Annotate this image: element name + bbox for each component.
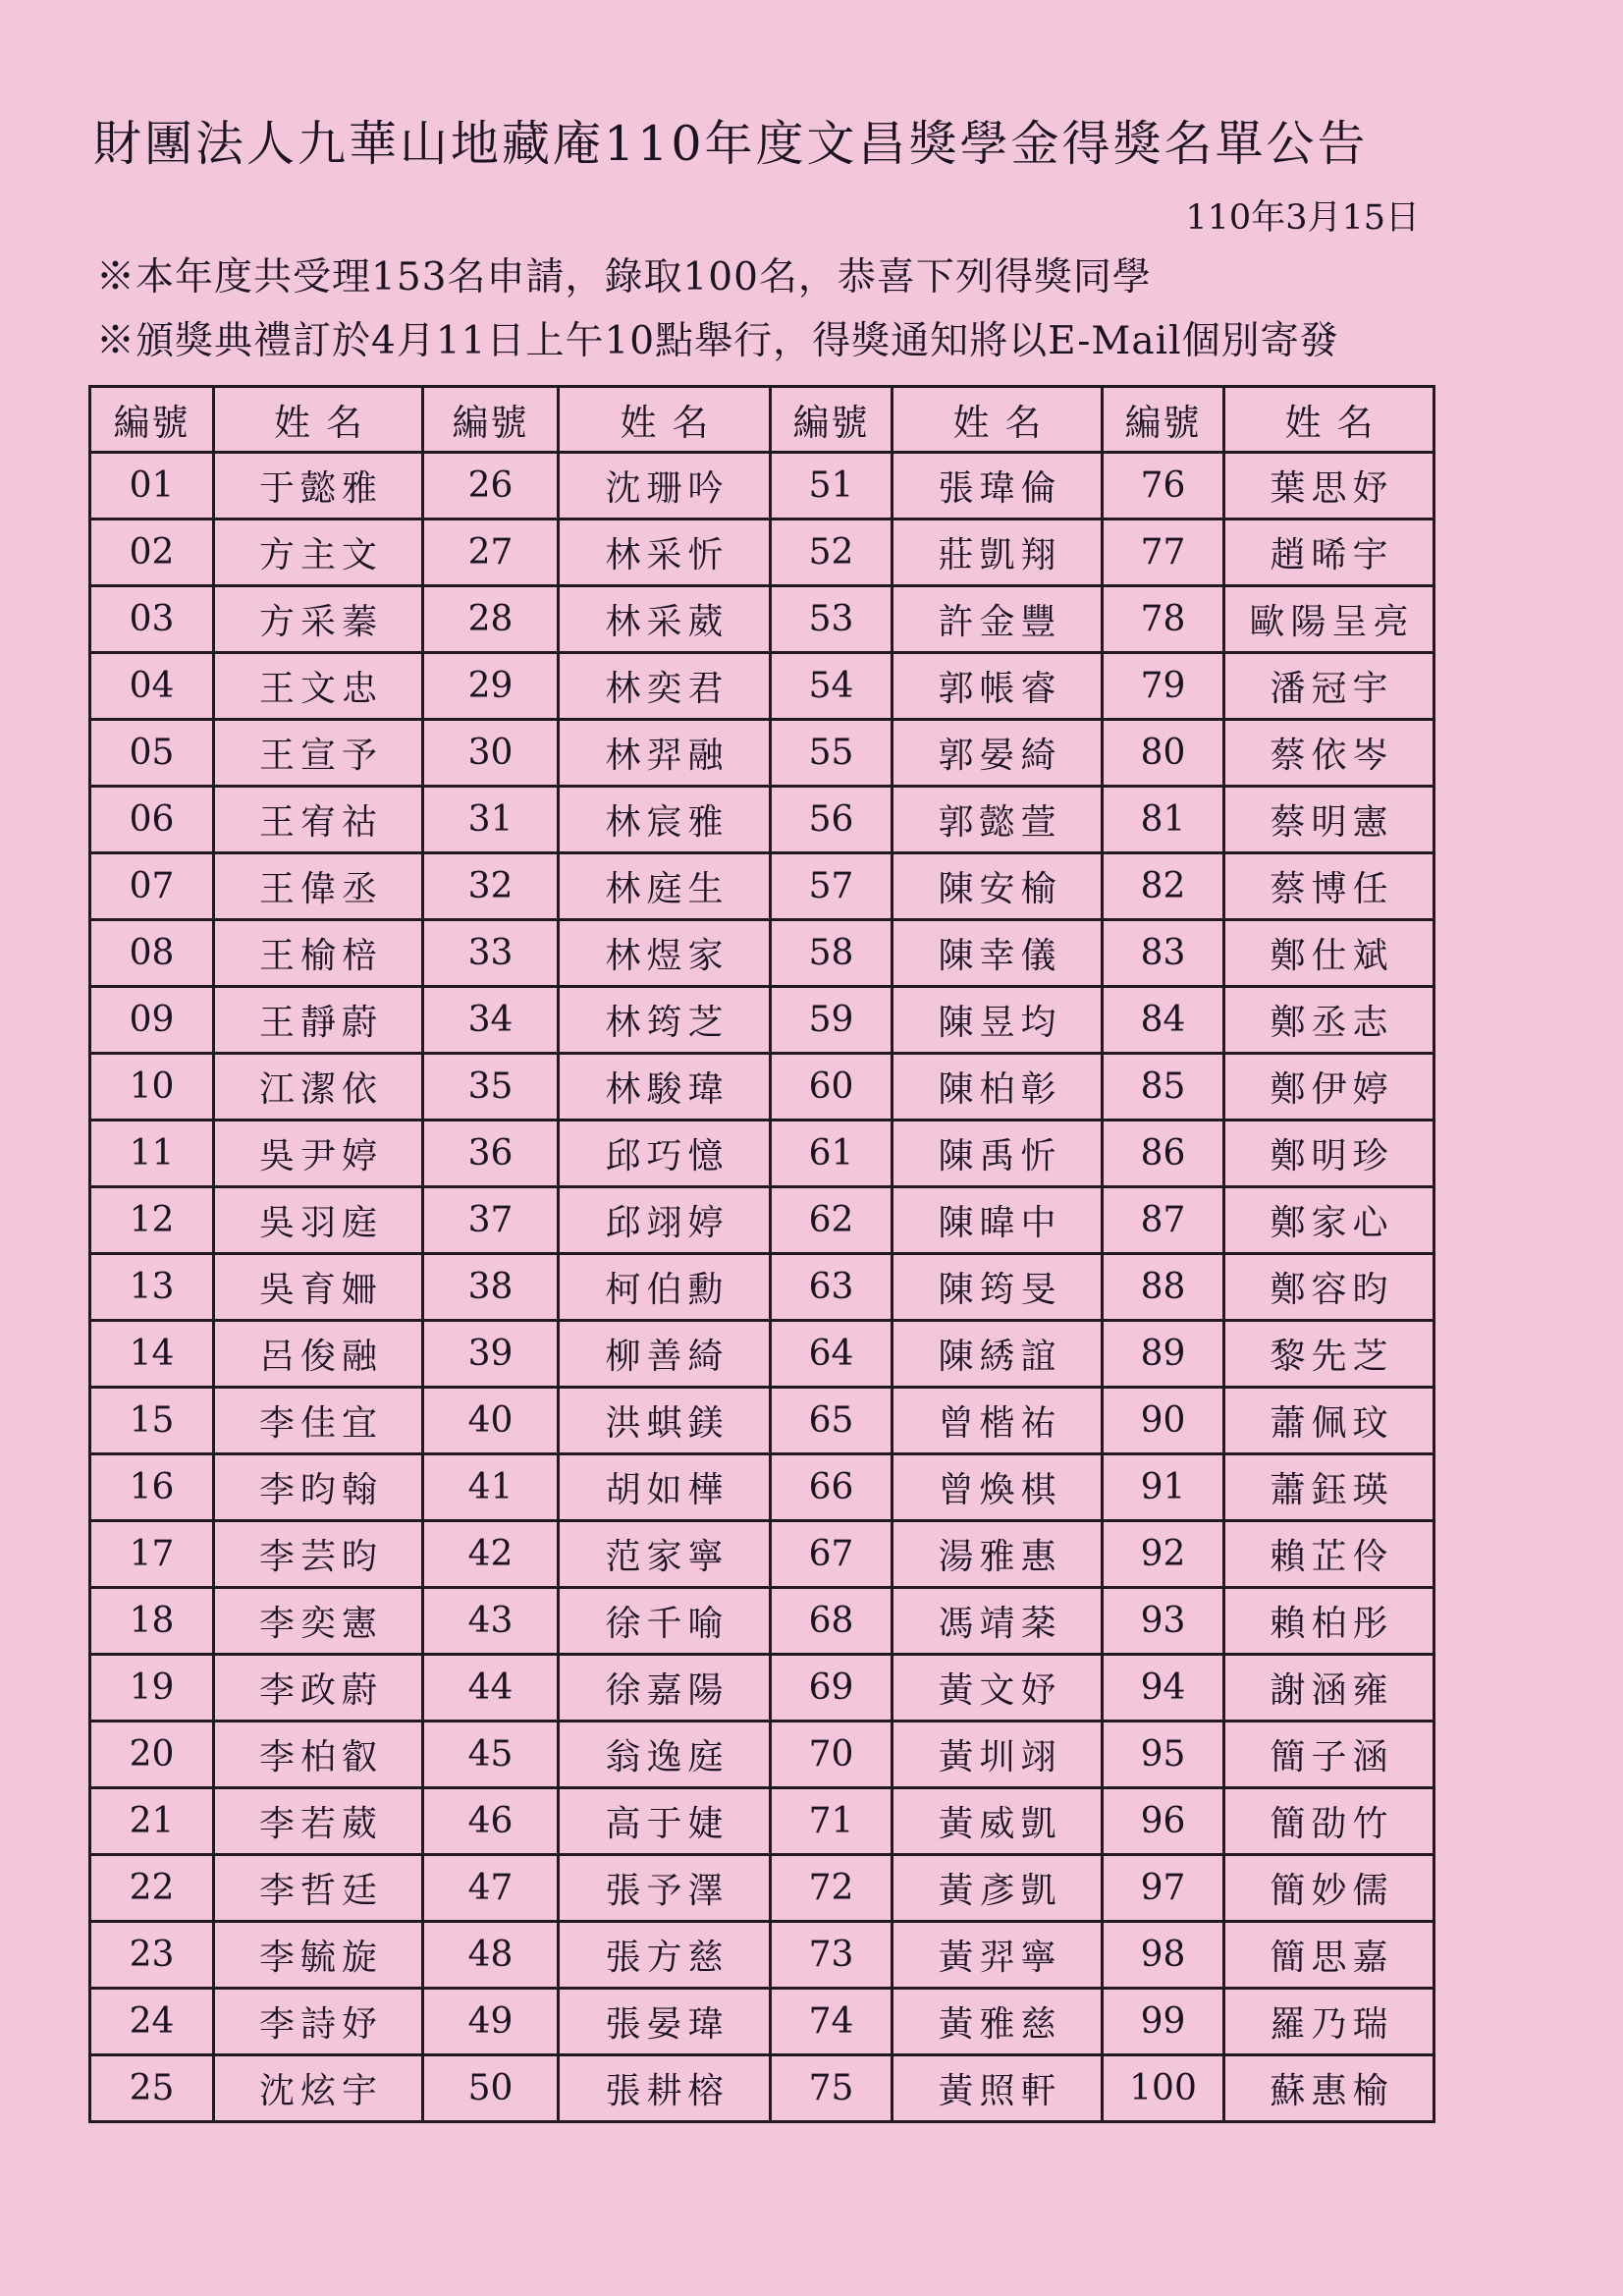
cell-name: 黎先芝: [1224, 1321, 1434, 1388]
cell-name: 簡思嘉: [1224, 1922, 1434, 1989]
cell-name: 陳昱均: [893, 987, 1103, 1054]
cell-number: 54: [771, 653, 893, 720]
cell-number: 88: [1103, 1254, 1224, 1321]
cell-name: 湯雅惠: [893, 1521, 1103, 1588]
table-row: [90, 1855, 1434, 1922]
cell-number: 31: [423, 787, 559, 853]
cell-number: 62: [771, 1187, 893, 1254]
cell-name: 蕭鈺瑛: [1224, 1454, 1434, 1521]
cell-number: 40: [423, 1388, 559, 1454]
cell-name: 郭晏綺: [893, 720, 1103, 787]
cell-name: 王偉丞: [214, 853, 423, 920]
table-row: [90, 1655, 1434, 1722]
cell-number: 61: [771, 1121, 893, 1187]
cell-number: 71: [771, 1788, 893, 1855]
cell-name: 張方慈: [559, 1922, 771, 1989]
cell-name: 李佳宜: [214, 1388, 423, 1454]
table-body: [90, 453, 1434, 2122]
cell-number: 25: [90, 2055, 214, 2122]
cell-number: 72: [771, 1855, 893, 1922]
cell-name: 鄭容昀: [1224, 1254, 1434, 1321]
cell-name: 郭帳睿: [893, 653, 1103, 720]
cell-name: 張晏瑋: [559, 1989, 771, 2055]
cell-number: 36: [423, 1121, 559, 1187]
cell-number: 21: [90, 1788, 214, 1855]
cell-name: 李毓旋: [214, 1922, 423, 1989]
cell-number: 13: [90, 1254, 214, 1321]
table-row: [90, 1121, 1434, 1187]
cell-name: 李若葳: [214, 1788, 423, 1855]
cell-number: 95: [1103, 1722, 1224, 1788]
note-applications: ※本年度共受理153名申請，錄取100名，恭喜下列得獎同學: [96, 255, 1152, 300]
cell-name: 李柏叡: [214, 1722, 423, 1788]
cell-number: 93: [1103, 1588, 1224, 1655]
cell-number: 09: [90, 987, 214, 1054]
cell-number: 03: [90, 586, 214, 653]
cell-number: 34: [423, 987, 559, 1054]
cell-name: 張耕榕: [559, 2055, 771, 2122]
cell-number: 38: [423, 1254, 559, 1321]
column-header-number: 編號: [423, 387, 559, 453]
cell-number: 85: [1103, 1054, 1224, 1121]
cell-number: 20: [90, 1722, 214, 1788]
cell-number: 86: [1103, 1121, 1224, 1187]
cell-number: 55: [771, 720, 893, 787]
cell-number: 68: [771, 1588, 893, 1655]
table-row: [90, 1788, 1434, 1855]
cell-number: 02: [90, 519, 214, 586]
cell-number: 05: [90, 720, 214, 787]
cell-name: 鄭仕斌: [1224, 920, 1434, 987]
cell-number: 28: [423, 586, 559, 653]
cell-name: 蘇惠榆: [1224, 2055, 1434, 2122]
table-row: [90, 787, 1434, 853]
cell-number: 75: [771, 2055, 893, 2122]
column-header-number: 編號: [1103, 387, 1224, 453]
cell-name: 簡劭竹: [1224, 1788, 1434, 1855]
column-header-name: 姓名: [1224, 387, 1434, 453]
cell-name: 蔡依岑: [1224, 720, 1434, 787]
cell-number: 89: [1103, 1321, 1224, 1388]
cell-number: 46: [423, 1788, 559, 1855]
cell-name: 黃羿寧: [893, 1922, 1103, 1989]
cell-name: 林采忻: [559, 519, 771, 586]
cell-number: 82: [1103, 853, 1224, 920]
cell-name: 黃照軒: [893, 2055, 1103, 2122]
cell-number: 87: [1103, 1187, 1224, 1254]
table-row: [90, 2055, 1434, 2122]
cell-number: 74: [771, 1989, 893, 2055]
cell-name: 李詩妤: [214, 1989, 423, 2055]
cell-number: 81: [1103, 787, 1224, 853]
table-row: [90, 1454, 1434, 1521]
cell-number: 17: [90, 1521, 214, 1588]
cell-number: 22: [90, 1855, 214, 1922]
cell-number: 30: [423, 720, 559, 787]
cell-name: 陳幸儀: [893, 920, 1103, 987]
cell-name: 高于婕: [559, 1788, 771, 1855]
cell-number: 83: [1103, 920, 1224, 987]
cell-number: 97: [1103, 1855, 1224, 1922]
cell-name: 黃威凱: [893, 1788, 1103, 1855]
cell-name: 莊凱翔: [893, 519, 1103, 586]
cell-number: 57: [771, 853, 893, 920]
cell-number: 50: [423, 2055, 559, 2122]
cell-name: 呂俊融: [214, 1321, 423, 1388]
cell-name: 林駿瑋: [559, 1054, 771, 1121]
cell-name: 歐陽呈亮: [1224, 586, 1434, 653]
cell-number: 11: [90, 1121, 214, 1187]
cell-number: 49: [423, 1989, 559, 2055]
table-row: [90, 453, 1434, 519]
cell-name: 沈珊吟: [559, 453, 771, 519]
column-header-name: 姓名: [893, 387, 1103, 453]
cell-name: 鄭明珍: [1224, 1121, 1434, 1187]
cell-name: 翁逸庭: [559, 1722, 771, 1788]
cell-name: 林羿融: [559, 720, 771, 787]
cell-number: 44: [423, 1655, 559, 1722]
cell-number: 90: [1103, 1388, 1224, 1454]
cell-name: 王宣予: [214, 720, 423, 787]
cell-name: 謝涵雍: [1224, 1655, 1434, 1722]
winners-table: [88, 385, 1435, 2123]
cell-number: 29: [423, 653, 559, 720]
cell-name: 賴柏彤: [1224, 1588, 1434, 1655]
cell-number: 60: [771, 1054, 893, 1121]
cell-number: 07: [90, 853, 214, 920]
table-row: [90, 1254, 1434, 1321]
cell-number: 26: [423, 453, 559, 519]
table-row: [90, 1054, 1434, 1121]
cell-number: 65: [771, 1388, 893, 1454]
cell-number: 58: [771, 920, 893, 987]
cell-number: 77: [1103, 519, 1224, 586]
cell-name: 邱巧憶: [559, 1121, 771, 1187]
cell-number: 06: [90, 787, 214, 853]
cell-number: 27: [423, 519, 559, 586]
cell-name: 邱翊婷: [559, 1187, 771, 1254]
cell-number: 41: [423, 1454, 559, 1521]
note-ceremony: ※頒獎典禮訂於4月11日上午10點舉行，得獎通知將以E-Mail個別寄發: [96, 319, 1339, 363]
cell-name: 徐嘉陽: [559, 1655, 771, 1722]
table-row: [90, 1989, 1434, 2055]
cell-name: 柯伯勳: [559, 1254, 771, 1321]
cell-number: 04: [90, 653, 214, 720]
cell-name: 黃彥凱: [893, 1855, 1103, 1922]
cell-name: 葉思妤: [1224, 453, 1434, 519]
table-row: [90, 987, 1434, 1054]
cell-name: 林宸雅: [559, 787, 771, 853]
cell-name: 鄭家心: [1224, 1187, 1434, 1254]
cell-name: 鄭丞志: [1224, 987, 1434, 1054]
cell-number: 67: [771, 1521, 893, 1588]
cell-number: 47: [423, 1855, 559, 1922]
cell-number: 66: [771, 1454, 893, 1521]
cell-name: 林庭生: [559, 853, 771, 920]
cell-name: 陳柏彰: [893, 1054, 1103, 1121]
cell-name: 賴芷伶: [1224, 1521, 1434, 1588]
cell-number: 35: [423, 1054, 559, 1121]
cell-name: 于懿雅: [214, 453, 423, 519]
table-row: [90, 1722, 1434, 1788]
cell-name: 吳羽庭: [214, 1187, 423, 1254]
cell-name: 洪蜞鎂: [559, 1388, 771, 1454]
cell-name: 黃文妤: [893, 1655, 1103, 1722]
table-row: [90, 1922, 1434, 1989]
table-row: [90, 720, 1434, 787]
cell-name: 陳綉誼: [893, 1321, 1103, 1388]
cell-name: 鄭伊婷: [1224, 1054, 1434, 1121]
cell-number: 64: [771, 1321, 893, 1388]
cell-number: 12: [90, 1187, 214, 1254]
cell-number: 80: [1103, 720, 1224, 787]
cell-name: 林奕君: [559, 653, 771, 720]
cell-number: 52: [771, 519, 893, 586]
cell-number: 01: [90, 453, 214, 519]
cell-number: 19: [90, 1655, 214, 1722]
cell-name: 黃雅慈: [893, 1989, 1103, 2055]
table-row: [90, 853, 1434, 920]
column-header-number: 編號: [771, 387, 893, 453]
cell-name: 林采葳: [559, 586, 771, 653]
cell-name: 李哲廷: [214, 1855, 423, 1922]
cell-name: 吳育姍: [214, 1254, 423, 1321]
cell-name: 范家寧: [559, 1521, 771, 1588]
table-row: [90, 1187, 1434, 1254]
cell-number: 42: [423, 1521, 559, 1588]
cell-number: 98: [1103, 1922, 1224, 1989]
cell-name: 簡妙儒: [1224, 1855, 1434, 1922]
cell-number: 69: [771, 1655, 893, 1722]
cell-name: 郭懿萱: [893, 787, 1103, 853]
cell-name: 王文忠: [214, 653, 423, 720]
cell-name: 陳暐中: [893, 1187, 1103, 1254]
cell-name: 林煜家: [559, 920, 771, 987]
cell-name: 黃圳翊: [893, 1722, 1103, 1788]
cell-name: 陳安榆: [893, 853, 1103, 920]
cell-name: 方采蓁: [214, 586, 423, 653]
cell-number: 56: [771, 787, 893, 853]
cell-number: 91: [1103, 1454, 1224, 1521]
cell-number: 84: [1103, 987, 1224, 1054]
cell-number: 32: [423, 853, 559, 920]
cell-name: 張予澤: [559, 1855, 771, 1922]
table-header-row: [90, 387, 1434, 453]
table-row: [90, 653, 1434, 720]
cell-number: 100: [1103, 2055, 1224, 2122]
page-title: 財團法人九華山地藏庵110年度文昌獎學金得獎名單公告: [93, 116, 1369, 172]
cell-name: 羅乃瑞: [1224, 1989, 1434, 2055]
cell-number: 37: [423, 1187, 559, 1254]
cell-number: 73: [771, 1922, 893, 1989]
cell-number: 15: [90, 1388, 214, 1454]
cell-name: 林筠芝: [559, 987, 771, 1054]
cell-number: 39: [423, 1321, 559, 1388]
cell-name: 簡子涵: [1224, 1722, 1434, 1788]
table-row: [90, 920, 1434, 987]
announcement-date: 110年3月15日: [1185, 198, 1420, 238]
cell-number: 79: [1103, 653, 1224, 720]
cell-name: 張瑋倫: [893, 453, 1103, 519]
cell-number: 16: [90, 1454, 214, 1521]
table-row: [90, 1521, 1434, 1588]
cell-number: 96: [1103, 1788, 1224, 1855]
cell-name: 江潔依: [214, 1054, 423, 1121]
cell-number: 18: [90, 1588, 214, 1655]
cell-name: 徐千喻: [559, 1588, 771, 1655]
cell-name: 趙晞宇: [1224, 519, 1434, 586]
cell-number: 10: [90, 1054, 214, 1121]
table-row: [90, 519, 1434, 586]
cell-name: 李政蔚: [214, 1655, 423, 1722]
cell-name: 方主文: [214, 519, 423, 586]
cell-name: 吳尹婷: [214, 1121, 423, 1187]
table-row: [90, 1321, 1434, 1388]
cell-name: 沈炫宇: [214, 2055, 423, 2122]
cell-name: 王靜蔚: [214, 987, 423, 1054]
cell-name: 陳禹忻: [893, 1121, 1103, 1187]
cell-name: 陳筠旻: [893, 1254, 1103, 1321]
notes: [96, 246, 1471, 373]
cell-name: 蔡博任: [1224, 853, 1434, 920]
cell-number: 78: [1103, 586, 1224, 653]
cell-number: 94: [1103, 1655, 1224, 1722]
cell-name: 李芸昀: [214, 1521, 423, 1588]
cell-name: 馮靖棻: [893, 1588, 1103, 1655]
cell-number: 43: [423, 1588, 559, 1655]
cell-number: 59: [771, 987, 893, 1054]
cell-number: 14: [90, 1321, 214, 1388]
cell-name: 柳善綺: [559, 1321, 771, 1388]
cell-name: 王榆棓: [214, 920, 423, 987]
table-row: [90, 1588, 1434, 1655]
cell-number: 45: [423, 1722, 559, 1788]
cell-number: 63: [771, 1254, 893, 1321]
cell-number: 99: [1103, 1989, 1224, 2055]
cell-name: 王宥祜: [214, 787, 423, 853]
cell-name: 李昀翰: [214, 1454, 423, 1521]
cell-number: 08: [90, 920, 214, 987]
column-header-name: 姓名: [559, 387, 771, 453]
cell-number: 48: [423, 1922, 559, 1989]
cell-name: 許金豐: [893, 586, 1103, 653]
cell-number: 33: [423, 920, 559, 987]
cell-number: 76: [1103, 453, 1224, 519]
cell-name: 曾楷祐: [893, 1388, 1103, 1454]
table-row: [90, 586, 1434, 653]
cell-name: 潘冠宇: [1224, 653, 1434, 720]
cell-name: 李奕憲: [214, 1588, 423, 1655]
column-header-name: 姓名: [214, 387, 423, 453]
cell-name: 蔡明憲: [1224, 787, 1434, 853]
cell-number: 92: [1103, 1521, 1224, 1588]
cell-name: 蕭佩玟: [1224, 1388, 1434, 1454]
cell-number: 70: [771, 1722, 893, 1788]
cell-number: 53: [771, 586, 893, 653]
table-row: [90, 1388, 1434, 1454]
cell-number: 23: [90, 1922, 214, 1989]
cell-name: 胡如樺: [559, 1454, 771, 1521]
column-header-number: 編號: [90, 387, 214, 453]
cell-name: 曾煥棋: [893, 1454, 1103, 1521]
cell-number: 51: [771, 453, 893, 519]
cell-number: 24: [90, 1989, 214, 2055]
